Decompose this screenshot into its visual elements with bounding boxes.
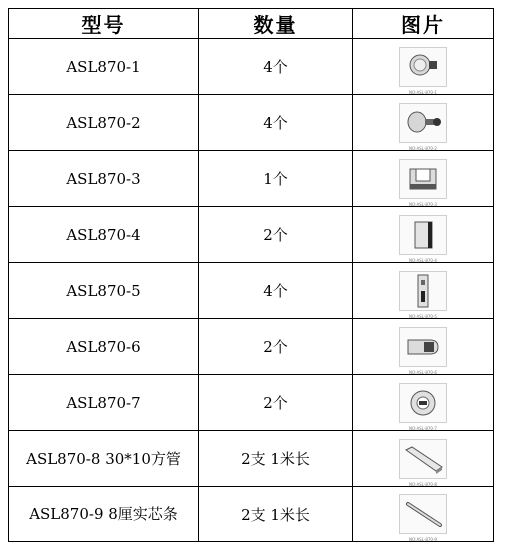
table-row	[9, 151, 494, 207]
quantity-cell: 2个	[199, 207, 353, 263]
image-caption: NO:ASL-870-2	[409, 145, 437, 151]
quantity-cell: 2个	[199, 375, 353, 431]
image-cell	[353, 151, 494, 207]
square-block-icon	[399, 215, 447, 263]
ring-knob-icon	[399, 383, 447, 431]
table-row	[9, 207, 494, 263]
model-cell	[9, 487, 199, 542]
image-cell	[353, 319, 494, 375]
model-cell: ASL870-3	[9, 151, 199, 207]
quantity-cell: 2支 1米长	[199, 431, 353, 487]
image-cell	[353, 375, 494, 431]
quantity-cell: 4个	[199, 39, 353, 95]
image-cell	[353, 431, 494, 487]
image-caption: NO:ASL-870-9	[409, 537, 437, 542]
header-model: 型号	[9, 9, 199, 39]
model-cell: ASL870-8 30*10方管	[9, 431, 199, 487]
table-row	[9, 431, 494, 487]
model-cell: ASL870-6	[9, 319, 199, 375]
table-row	[9, 95, 494, 151]
solid-rod-icon	[399, 494, 447, 542]
quantity-cell: 1个	[199, 151, 353, 207]
model-cell: ASL870-1	[9, 39, 199, 95]
image-caption: NO:ASL-870-7	[409, 425, 437, 431]
image-cell	[353, 263, 494, 319]
table-row	[9, 319, 494, 375]
header-image: 图片	[353, 9, 494, 39]
quantity-cell: 4个	[199, 263, 353, 319]
quantity-cell: 2个	[199, 319, 353, 375]
parts-table	[8, 8, 494, 542]
table-row	[9, 487, 494, 542]
table-row	[9, 375, 494, 431]
model-cell: ASL870-4	[9, 207, 199, 263]
image-caption: NO:ASL-870-8	[409, 481, 437, 487]
image-caption: NO:ASL-870-1	[409, 89, 437, 95]
slotted-bar-icon	[399, 271, 447, 319]
image-caption: NO:ASL-870-4	[409, 257, 437, 263]
image-cell	[353, 487, 494, 542]
model-cell: ASL870-7	[9, 375, 199, 431]
round-clamp-bolt-icon	[399, 103, 447, 151]
model-cell: ASL870-5	[9, 263, 199, 319]
image-cell	[353, 207, 494, 263]
quantity-cell: 4个	[199, 95, 353, 151]
square-tube-icon	[399, 439, 447, 487]
image-cell	[353, 39, 494, 95]
table-row	[9, 39, 494, 95]
curved-clip-icon	[399, 327, 447, 375]
u-bracket-icon	[399, 159, 447, 207]
header-row	[9, 9, 494, 39]
model-text: ASL870-9 8厘实芯条	[29, 505, 178, 523]
quantity-cell: 2支 1米长	[199, 487, 353, 542]
image-cell	[353, 95, 494, 151]
model-cell: ASL870-2	[9, 95, 199, 151]
image-caption: NO:ASL-870-3	[409, 201, 437, 207]
image-caption: NO:ASL-870-6	[409, 369, 437, 375]
header-quantity: 数量	[199, 9, 353, 39]
round-clamp-icon	[399, 47, 447, 95]
image-caption: NO:ASL-870-5	[409, 313, 437, 319]
table-row	[9, 263, 494, 319]
